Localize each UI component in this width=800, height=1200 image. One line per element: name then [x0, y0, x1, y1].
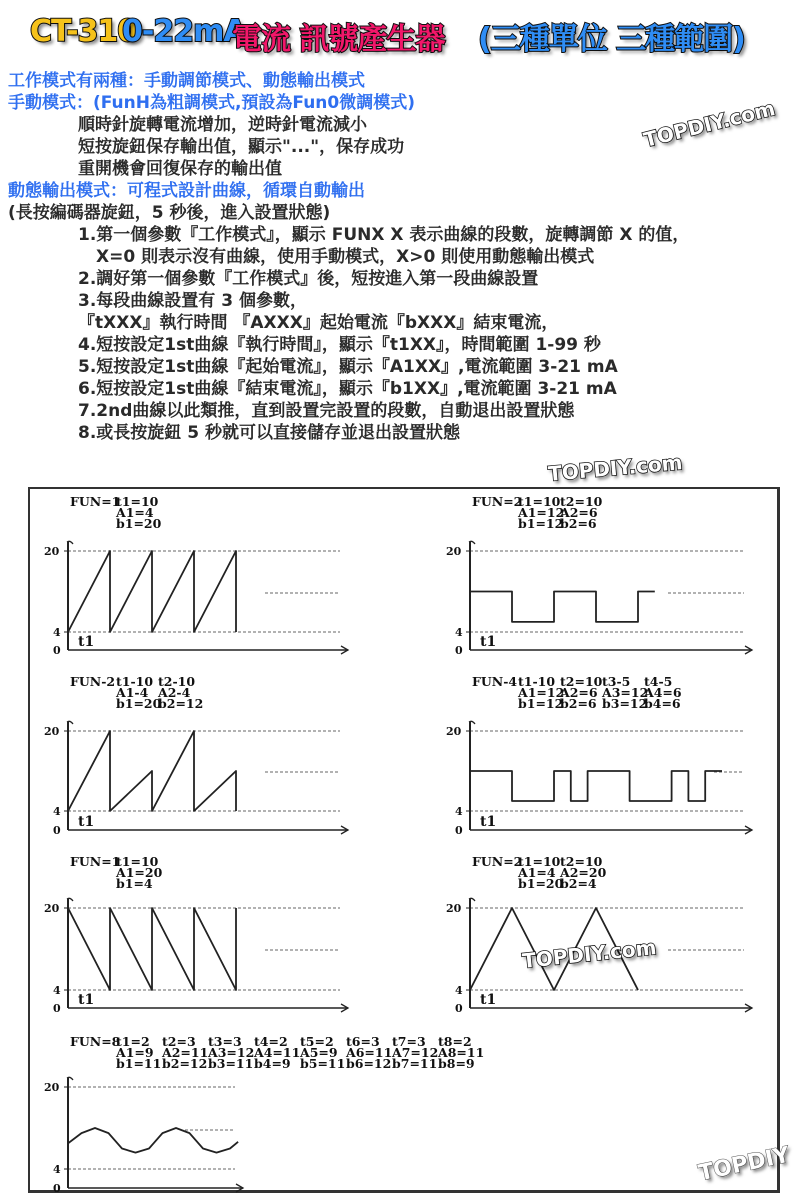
y-tick-4: 4 [53, 1163, 61, 1176]
chart-param: b1=20 [116, 696, 162, 711]
chart-param: b3=12 [602, 696, 648, 711]
y-tick-4: 4 [455, 984, 463, 997]
watermark-logo: TOPDIY.com [547, 450, 684, 486]
chart-param: t1=10 [116, 854, 159, 869]
chart-param: b8=9 [438, 1056, 475, 1071]
chart-param: t2=10 [560, 494, 603, 509]
chart-param: A1=4 [116, 505, 154, 520]
chart-param: t1-10 [518, 674, 556, 689]
manual-line-3: 重開機會回復保存的輸出值 [78, 159, 282, 179]
y-tick-4: 4 [455, 626, 463, 639]
chart-function-label: FUN=1 [70, 854, 121, 869]
chart-param: A4=6 [644, 685, 682, 700]
watermark-logo: TOPDIY.com [641, 96, 778, 152]
chart-param: A3=12 [208, 1045, 255, 1060]
chart-param: A1=4 [518, 865, 556, 880]
chart-param: t1=10 [518, 494, 561, 509]
chart-param: t1=10 [116, 494, 159, 509]
y-tick-4: 4 [455, 805, 463, 818]
step-5: 5.短按設定1st曲線『起始電流』，顯示『A1XX』,電流範圍 3-21 mA [78, 357, 618, 377]
step-8: 8.或長按旋鈕 5 秒就可以直接儲存並退出設置狀態 [78, 423, 460, 443]
chart-param: b2=6 [560, 696, 597, 711]
chart-param: t3-5 [602, 674, 631, 689]
title-subtitle: (三種單位 三種範圍) [478, 22, 745, 57]
chart-param: A1=9 [116, 1045, 154, 1060]
chart-param: A8=11 [438, 1045, 485, 1060]
chart-param: b6=12 [346, 1056, 392, 1071]
segment-time-label: t1 [480, 814, 497, 830]
chart-function-label: FUN=2 [472, 494, 523, 509]
y-tick-0: 0 [455, 1002, 463, 1015]
y-tick-0: 0 [53, 1002, 61, 1015]
title-model: CT-310 [30, 14, 138, 49]
y-tick-20: 20 [44, 1081, 60, 1094]
chart-param: A1-4 [116, 685, 149, 700]
chart-param: b1=12 [518, 696, 564, 711]
chart-param: t4-5 [644, 674, 673, 689]
waveform-line [68, 1128, 238, 1153]
chart-param: A2=20 [560, 865, 607, 880]
y-tick-20: 20 [44, 725, 60, 738]
y-tick-4: 4 [53, 626, 61, 639]
y-tick-4: 4 [53, 805, 61, 818]
chart-param: A6=11 [346, 1045, 393, 1060]
chart-param: A2=11 [162, 1045, 209, 1060]
title-product-name: 電流 訊號產生器 [232, 22, 445, 57]
chart-param: A5=9 [300, 1045, 338, 1060]
chart-param: t1=2 [116, 1034, 150, 1049]
chart-param: b2=12 [162, 1056, 208, 1071]
chart-param: b4=9 [254, 1056, 291, 1071]
y-tick-0: 0 [455, 644, 463, 657]
step-4: 4.短按設定1st曲線『執行時間』，顯示『t1XX』，時間範圍 1-99 秒 [78, 335, 601, 355]
chart-param: A7=12 [392, 1045, 439, 1060]
chart-param: t2-10 [158, 674, 196, 689]
y-tick-20: 20 [44, 902, 60, 915]
chart-param: b2=6 [560, 516, 597, 531]
step-1: 1.第一個參數『工作模式』，顯示 FUNX X 表示曲線的段數，旋轉調節 X 的值， [78, 225, 690, 245]
manual-mode-heading: 手動模式：(FunH為粗調模式,預設為Fun0微調模式) [8, 93, 415, 113]
chart-param: A2=6 [560, 505, 598, 520]
chart-param: t1-10 [116, 674, 154, 689]
chart-function-label: FUN=1 [70, 494, 121, 509]
y-tick-0: 0 [53, 644, 61, 657]
step-2: 2.調好第一個參數『工作模式』後，短按進入第一段曲線設置 [78, 269, 539, 289]
chart-param: b1=11 [116, 1056, 162, 1071]
chart-function-label: FUN=2 [472, 854, 523, 869]
chart-param: t5=2 [300, 1034, 334, 1049]
chart-param: t6=3 [346, 1034, 380, 1049]
step-3-params: 『tXXX』執行時間 『AXXX』起始電流『bXXX』結束電流， [78, 313, 559, 333]
chart-param: A2=6 [560, 685, 598, 700]
y-tick-4: 4 [53, 984, 61, 997]
chart-param: b7=11 [392, 1056, 438, 1071]
chart-param: t2=10 [560, 674, 603, 689]
y-tick-20: 20 [44, 545, 60, 558]
chart-param: t2=10 [560, 854, 603, 869]
chart-param: b5=11 [300, 1056, 346, 1071]
segment-time-label: t1 [480, 992, 497, 1008]
chart-param: t7=3 [392, 1034, 426, 1049]
chart-param: t8=2 [438, 1034, 472, 1049]
y-tick-0: 0 [455, 824, 463, 837]
step-3: 3.每段曲線設置有 3 個參數， [78, 291, 307, 311]
y-tick-0: 0 [53, 824, 61, 837]
step-6: 6.短按設定1st曲線『結束電流』，顯示『b1XX』,電流範圍 3-21 mA [78, 379, 617, 399]
chart-param: A4=11 [254, 1045, 301, 1060]
dynamic-intro: (長按編碼器旋鈕，5 秒後，進入設置狀態) [8, 203, 331, 223]
chart-param: A2-4 [158, 685, 191, 700]
chart-param: b2=4 [560, 876, 597, 891]
modes-heading: 工作模式有兩種：手動調節模式、動態輸出模式 [8, 71, 365, 91]
chart-param: b1=20 [518, 876, 564, 891]
chart-param: b1=20 [116, 516, 162, 531]
segment-time-label: t1 [78, 814, 95, 830]
chart-param: A3=12 [602, 685, 649, 700]
chart-function-label: FUN-4 [472, 674, 518, 689]
segment-time-label: t1 [480, 634, 497, 650]
segment-time-label: t1 [78, 992, 95, 1008]
watermark-logo: TOPDIY [696, 1142, 792, 1187]
chart-param: b1=12 [518, 516, 564, 531]
chart-param: A1=20 [116, 865, 163, 880]
chart-param: b1=4 [116, 876, 153, 891]
chart-param: A1=12 [518, 685, 565, 700]
manual-line-2: 短按旋鈕保存輸出值，顯示"..."，保存成功 [78, 137, 405, 157]
chart-param: b3=11 [208, 1056, 254, 1071]
chart-param: A1=12 [518, 505, 565, 520]
title-range: 0-22mA [122, 14, 246, 49]
y-tick-20: 20 [446, 545, 462, 558]
chart-param: t1=10 [518, 854, 561, 869]
y-tick-0: 0 [53, 1182, 61, 1195]
y-tick-20: 20 [446, 725, 462, 738]
y-tick-20: 20 [446, 902, 462, 915]
step-1-cont: X=0 則表示沒有曲線，使用手動模式，X>0 則使用動態輸出模式 [96, 247, 595, 267]
chart-function-label: FUN-2 [70, 674, 116, 689]
manual-line-1: 順時針旋轉電流增加，逆時針電流減小 [78, 115, 367, 135]
chart-param: t3=3 [208, 1034, 242, 1049]
dynamic-mode-heading: 動態輸出模式：可程式設計曲線，循環自動輸出 [8, 181, 365, 201]
segment-time-label: t1 [78, 634, 95, 650]
chart-param: b4=6 [644, 696, 681, 711]
step-7: 7.2nd曲線以此類推，直到設置完設置的段數，自動退出設置狀態 [78, 401, 575, 421]
watermark-logo: TOPDIY.com [521, 935, 658, 973]
chart-param: t2=3 [162, 1034, 196, 1049]
chart-param: b2=12 [158, 696, 204, 711]
chart-function-label: FUN=8 [70, 1034, 121, 1049]
chart-param: t4=2 [254, 1034, 288, 1049]
